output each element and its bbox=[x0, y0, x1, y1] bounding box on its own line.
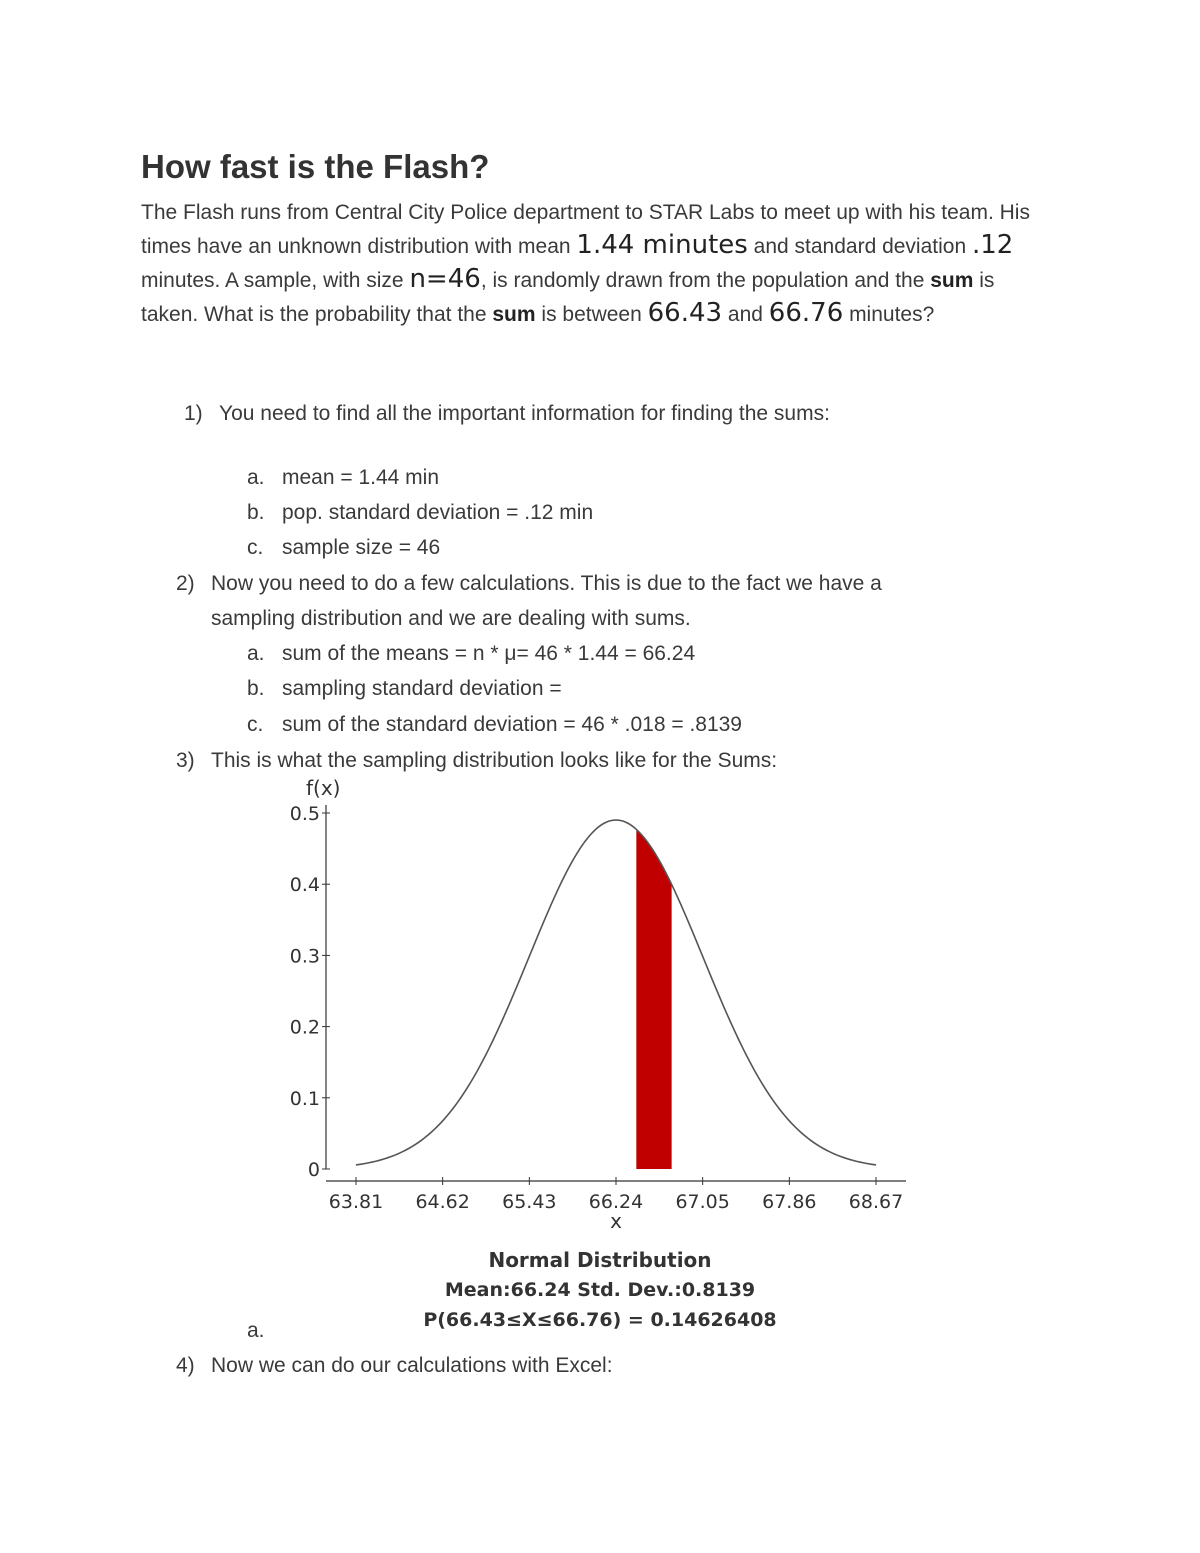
y-tick-label: 0.1 bbox=[289, 1087, 320, 1110]
sd-value: .12 bbox=[971, 230, 1014, 260]
intro-text-4: , is randomly drawn from the population and the bbox=[480, 269, 931, 292]
sum-word-2: sum bbox=[492, 303, 536, 326]
y-tick-label: 0.4 bbox=[289, 874, 320, 897]
step-1c-letter: c. bbox=[247, 536, 264, 559]
step-1b-text: pop. standard deviation = .12 min bbox=[282, 501, 594, 524]
step-2b-letter: b. bbox=[247, 677, 265, 700]
step-2-text-line1: Now you need to do a few calculations. This is due to the fact we have a bbox=[211, 572, 882, 595]
intro-text-3: minutes. A sample, with size bbox=[141, 269, 410, 292]
y-tick-label: 0 bbox=[307, 1159, 320, 1181]
intro-text-7: and bbox=[722, 303, 769, 326]
mean-value: 1.44 minutes bbox=[576, 230, 748, 260]
step-2a-text: sum of the means = n * μ= 46 * 1.44 = 66.24 bbox=[282, 642, 696, 665]
x-tick-label: 64.62 bbox=[415, 1191, 470, 1213]
x-tick-label: 63.81 bbox=[328, 1191, 384, 1213]
intro-text-2: and standard deviation bbox=[747, 235, 972, 258]
x-tick-label: 67.86 bbox=[762, 1191, 817, 1213]
step-1a-letter: a. bbox=[247, 466, 265, 489]
step-1a-text: mean = 1.44 min bbox=[282, 466, 440, 489]
x-tick-label: 65.43 bbox=[502, 1191, 557, 1213]
step-1c-text: sample size = 46 bbox=[282, 536, 441, 559]
step-2c-letter: c. bbox=[247, 713, 264, 736]
step-2a-letter: a. bbox=[247, 642, 265, 665]
n-value: n=46 bbox=[409, 264, 481, 294]
x-axis-label: x bbox=[610, 1209, 622, 1233]
intro-text-1: The Flash runs from Central City Police department to STAR Labs to meet up with his team. His times have an unknown distribution with mean bbox=[141, 201, 1030, 258]
step-1-text: You need to find all the important information for finding the sums: bbox=[219, 402, 830, 425]
sum-word-1: sum bbox=[930, 269, 974, 292]
chart-title: Normal Distribution bbox=[488, 1248, 712, 1272]
probability-label: P(66.43≤X≤66.76) = 0.14626408 bbox=[423, 1309, 777, 1331]
intro-text-6: is between bbox=[535, 303, 648, 326]
step-1-number: 1) bbox=[184, 402, 203, 425]
step-3a-letter: a. bbox=[247, 1319, 265, 1342]
x-tick-label: 67.05 bbox=[675, 1191, 730, 1213]
shaded-probability-area bbox=[636, 829, 671, 1169]
step-2b-text: sampling standard deviation = bbox=[282, 677, 562, 700]
page-title: How fast is the Flash? bbox=[141, 148, 490, 185]
chart-subtitle: Mean:66.24 Std. Dev.:0.8139 bbox=[444, 1279, 756, 1301]
y-axis-label: f(x) bbox=[306, 776, 341, 800]
low-value: 66.43 bbox=[647, 298, 723, 328]
step-2-number: 2) bbox=[176, 572, 195, 595]
step-2-text-line2: sampling distribution and we are dealing with sums. bbox=[211, 607, 691, 630]
problem-statement bbox=[141, 196, 1041, 331]
density-curve bbox=[356, 820, 876, 1165]
step-4-number: 4) bbox=[176, 1354, 195, 1377]
y-tick-label: 0.3 bbox=[289, 945, 320, 968]
step-1b-letter: b. bbox=[247, 501, 265, 524]
high-value: 66.76 bbox=[768, 298, 844, 328]
y-tick-label: 0.5 bbox=[289, 803, 320, 825]
y-tick-label: 0.2 bbox=[289, 1016, 320, 1039]
step-2c-text: sum of the standard deviation = 46 * .018 = .8139 bbox=[282, 713, 742, 736]
step-3-number: 3) bbox=[176, 749, 195, 772]
intro-text-8: minutes? bbox=[843, 303, 935, 326]
x-tick-label: 68.67 bbox=[848, 1191, 904, 1213]
step-3-text: This is what the sampling distribution looks like for the Sums: bbox=[211, 749, 778, 772]
intro-text-5: is taken. What is the probability that the bbox=[141, 269, 995, 326]
step-4-text: Now we can do our calculations with Excel: bbox=[211, 1354, 613, 1377]
normal-distribution-chart bbox=[270, 770, 930, 1340]
x-tick-label: 66.24 bbox=[588, 1191, 644, 1213]
